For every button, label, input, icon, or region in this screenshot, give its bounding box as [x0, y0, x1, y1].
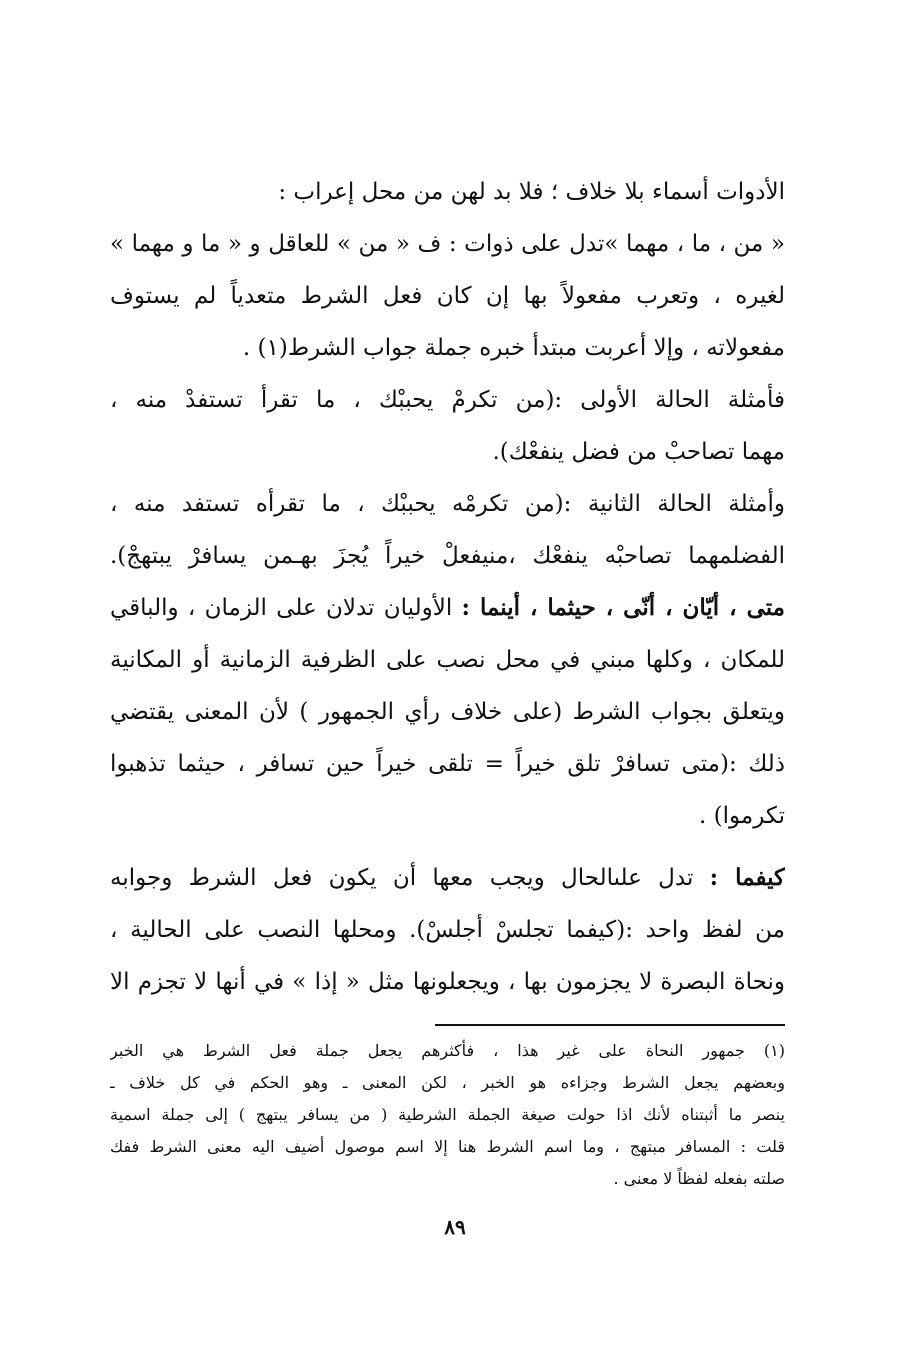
body-line-14: [110, 858, 785, 910]
body-line-11: ويتعلق بجواب الشرط (على خلاف رأي الجمهور ) لأن المعنى يقتضي: [110, 699, 785, 725]
body-line-9: [110, 588, 785, 640]
body-line-5: فأمثلة الحالة الأولى :(من تكرمْ يحببْك ، ما تقرأ تستفدْ منه ،: [110, 387, 785, 413]
body-line-14-rest: تدل علىالحال ويجب معها أن يكون فعل الشرط وجوابه: [110, 865, 694, 891]
body-line-15: من لفظ واحد :(كيفما تجلسْ أجلسْ). ومحلها النصب على الحالية ،: [110, 917, 785, 943]
footnote-line-5: صلته بفعله لفظاً لا معنى .: [613, 1169, 785, 1188]
footnote-line-1: (١) جمهور النحاة على غير هذا ، فأكثرهم يجعل جملة فعل الشرط هي الخبر: [110, 1041, 785, 1060]
footnote-line-4: قلت : المسافر مبتهج ، وما اسم الشرط هنا إلا اسم موصول أضيف اليه معنى الشرط ففك: [110, 1137, 785, 1156]
body-line-6: مهما تصاحبْ من فضل ينفعْك).: [492, 439, 785, 465]
body-line-10: للمكان ، وكلها مبني في محل نصب على الظرفية الزمانية أو المكانية: [110, 647, 785, 673]
body-line-13: تكرموا) .: [699, 803, 785, 829]
footnote-divider: [435, 1024, 785, 1026]
body-line-8: الفضلمهما تصاحبْه ينفعْك ،منيفعلْ خيراً يُجزَ بهـمن يسافرْ يبتهجْ).: [110, 543, 785, 569]
body-line-4: مفعولاته ، وإلا أعربت مبتدأ خبره جملة جواب الشرط(١) .: [242, 335, 785, 361]
body-line-9-rest: الأوليان تدلان على الزمان ، والباقي: [110, 595, 453, 621]
body-line-2: « من ، ما ، مهما »تدل على ذوات : ف « من » للعاقل و « ما و مهما »: [110, 231, 785, 257]
conditional-keyword-kayfama: كيفما :: [709, 864, 785, 891]
body-line-3: لغيره ، وتعرب مفعولاً بها إن كان فعل الشرط متعدياً لم يستوف: [110, 283, 785, 309]
conditional-keywords-time-place: متى ، أيّان ، أنّى ، حيثما ، أينما :: [461, 594, 785, 621]
page-content: [110, 172, 785, 1196]
page-number: ٨٩: [444, 1215, 466, 1239]
footnote-line-3: ينصر ما أثبتناه لأنك اذا حولت صيغة الجملة الشرطية ( من يسافر يبتهج ) إلى جملة اسمية: [110, 1105, 785, 1124]
body-line-12: ذلك :(متى تسافرْ تلق خيراً = تلقى خيراً حين تسافر ، حيثما تذهبوا: [110, 751, 785, 777]
body-line-1: الأدوات أسماء بلا خلاف ؛ فلا بد لهن من محل إعراب :: [278, 179, 785, 205]
footnote-line-2: وبعضهم يجعل الشرط وجزاءه هو الخبر ، لكن المعنى ـ وهو الحكم في كل خلاف ـ: [110, 1073, 785, 1092]
body-line-16: ونحاة البصرة لا يجزمون بها ، ويجعلونها مثل « إذا » في أنها لا تجزم الا: [110, 969, 785, 995]
body-line-7: وأمثلة الحالة الثانية :(من تكرمْه يحببْك ، ما تقرأه تستفد منه ،: [110, 491, 785, 517]
